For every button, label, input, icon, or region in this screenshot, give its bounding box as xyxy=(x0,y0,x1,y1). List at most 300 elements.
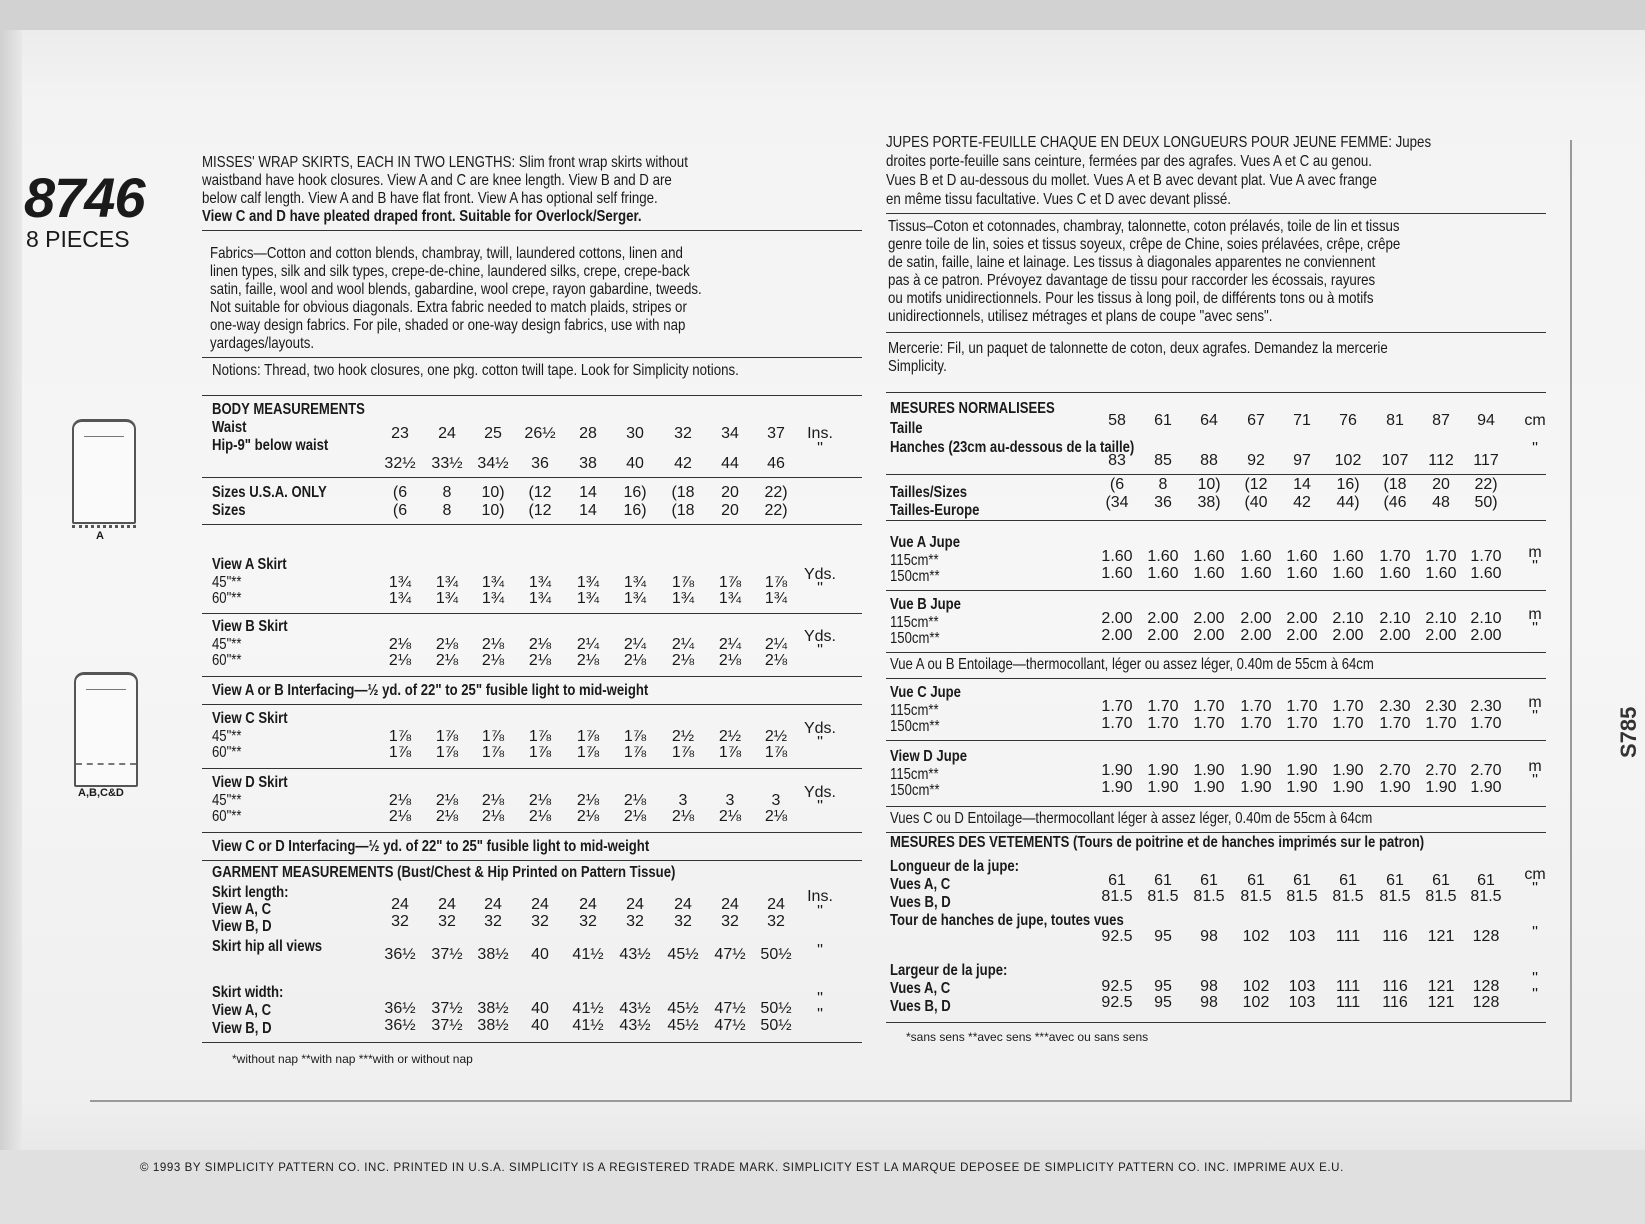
view-c-skirt-45-cell: 1⅞ xyxy=(388,728,412,745)
vue-b-jupe-115-cell: 2.10 xyxy=(1379,610,1411,627)
rule xyxy=(886,590,1546,591)
view-b-skirt-60-cell: 2⅛ xyxy=(718,652,742,669)
vue-c-jupe-label: Vue C Jupe xyxy=(890,684,961,701)
length-ac-cell: 24 xyxy=(531,896,549,913)
width-bd-cell: 36½ xyxy=(384,1017,416,1034)
vue-d-jupe-150-cell: 1.90 xyxy=(1332,779,1364,796)
view-c-skirt-60-cell: 1⅞ xyxy=(576,744,600,761)
vue-c-jupe-150-cell: 1.70 xyxy=(1193,715,1225,732)
size-usa-cell: 8 xyxy=(442,484,452,501)
ditto: '' xyxy=(816,942,824,959)
taille-size-cell: 20 xyxy=(1432,476,1450,493)
longueur-bd-cell: 81.5 xyxy=(1101,888,1133,905)
vue-d-jupe-150-cell: 1.90 xyxy=(1101,779,1133,796)
rule xyxy=(886,1022,1546,1023)
tailles-sizes-label: Tailles/Sizes xyxy=(890,484,968,501)
view-ac-label: View A, C xyxy=(212,901,272,918)
longueur-ac-cell: 61 xyxy=(1108,872,1126,889)
view-a-skirt-60-cell: 1¾ xyxy=(764,590,788,607)
taille-europe-cell: (46 xyxy=(1383,494,1407,511)
unit-yds: Yds. xyxy=(803,566,836,583)
longueur-ac-cell: 61 xyxy=(1247,872,1265,889)
hem-line xyxy=(76,763,136,765)
view-c-skirt-45-cell: 2½ xyxy=(671,728,695,745)
size-usa-cell: 20 xyxy=(721,484,739,501)
rule xyxy=(202,524,862,525)
largeur-bd-cell: 103 xyxy=(1288,994,1316,1011)
ditto: '' xyxy=(1531,970,1539,987)
longueur-ac-cell: 61 xyxy=(1432,872,1450,889)
ditto: '' xyxy=(1531,772,1539,789)
view-c-skirt-label: View C Skirt xyxy=(212,710,288,727)
vue-b-jupe-115-cell: 2.10 xyxy=(1470,610,1502,627)
fr-tissus-line-3: de satin, faille, laine et lainage. Les tissus à diagonales apparentes ne conviennent xyxy=(888,254,1376,271)
fr-intro-line-2: droites porte-feuille sans ceinture, fermées par des agrafes. Vues A et C au genou. xyxy=(886,153,1372,170)
view-b-skirt-60-cell: 2⅛ xyxy=(623,652,647,669)
view-a-skirt-60-cell: 1¾ xyxy=(576,590,600,607)
largeur-bd-cell: 121 xyxy=(1427,994,1455,1011)
vue-a-jupe-115-cell: 1.70 xyxy=(1379,548,1411,565)
vue-a-jupe-150-cell: 1.60 xyxy=(1286,565,1318,582)
unit-m: m xyxy=(1528,694,1542,711)
ditto: '' xyxy=(1531,880,1539,897)
view-b-skirt-45-cell: 2⅛ xyxy=(388,636,412,653)
vue-a-jupe-150-cell: 1.60 xyxy=(1147,565,1179,582)
taille-label: Taille xyxy=(890,420,923,437)
width-bd-cell: 47½ xyxy=(714,1017,746,1034)
vue-d-jupe-115-cell: 1.90 xyxy=(1193,762,1225,779)
vue-d-jupe-150-label: 150cm** xyxy=(890,782,940,799)
view-c-skirt-45-cell: 2½ xyxy=(718,728,742,745)
pattern-number: 8746 xyxy=(24,166,145,229)
fr-tissus-line-6: unidirectionnels, utilisez métrages et plans de coupe "avec sens". xyxy=(888,308,1273,325)
vue-a-jupe-115-cell: 1.60 xyxy=(1147,548,1179,565)
rule xyxy=(886,392,1546,393)
vue-c-jupe-150-cell: 1.70 xyxy=(1332,715,1364,732)
vue-c-jupe-115-cell: 2.30 xyxy=(1470,698,1502,715)
size-cell: 8 xyxy=(442,502,452,519)
side-code: S785 xyxy=(1616,706,1641,758)
largeur-ac-cell: 121 xyxy=(1427,978,1455,995)
rule xyxy=(886,520,1546,521)
hip-cell: 33½ xyxy=(431,455,463,472)
fr-footnote: *sans sens **avec sens ***avec ou sans sens xyxy=(906,1030,1149,1044)
view-d-skirt-label: View D Skirt xyxy=(212,774,288,791)
hanches-cell: 85 xyxy=(1154,452,1172,469)
pieces-count: 8 PIECES xyxy=(26,226,130,252)
vue-c-jupe-150-cell: 1.70 xyxy=(1379,715,1411,732)
view-a-skirt-45-cell: 1¾ xyxy=(435,574,459,591)
size-usa-cell: (6 xyxy=(392,484,408,501)
vue-d-jupe-150-cell: 1.90 xyxy=(1379,779,1411,796)
en-fabrics-line-3: satin, faille, wool and wool blends, gabardine, wool crepe, rayon gabardine, tweeds. xyxy=(210,281,702,298)
view-d-skirt-45-cell: 2⅛ xyxy=(623,792,647,809)
size-cell: 22) xyxy=(764,502,788,519)
view-d-skirt-60-cell: 2⅛ xyxy=(435,808,459,825)
view-a-skirt-45-cell: 1¾ xyxy=(481,574,505,591)
ditto: '' xyxy=(816,642,824,659)
vue-b-jupe-115-cell: 2.10 xyxy=(1332,610,1364,627)
vue-c-jupe-150-cell: 1.70 xyxy=(1286,715,1318,732)
view-d-skirt-60-cell: 2⅛ xyxy=(718,808,742,825)
view-c-skirt-60-cell: 1⅞ xyxy=(388,744,412,761)
ditto: '' xyxy=(1531,986,1539,1003)
en-intro-line-4: View C and D have pleated draped front. Suitable for Overlock/Serger. xyxy=(202,208,642,225)
vue-a-jupe-150-cell: 1.60 xyxy=(1379,565,1411,582)
largeur-ac-cell: 111 xyxy=(1335,978,1361,995)
longueur-bd-cell: 81.5 xyxy=(1286,888,1318,905)
vue-c-jupe-150-cell: 1.70 xyxy=(1240,715,1272,732)
vue-b-jupe-150-cell: 2.00 xyxy=(1425,627,1457,644)
longueur-ac-cell: 61 xyxy=(1386,872,1404,889)
vue-d-jupe-150-cell: 1.90 xyxy=(1147,779,1179,796)
unit-m: m xyxy=(1528,758,1542,775)
unit-yds: Yds. xyxy=(803,628,836,645)
vue-b-jupe-115-cell: 2.00 xyxy=(1147,610,1179,627)
length-bd-cell: 32 xyxy=(391,913,409,930)
rule xyxy=(202,832,862,833)
skirt-hip-cell: 40 xyxy=(531,946,549,963)
rule xyxy=(202,1042,862,1043)
rule xyxy=(202,395,862,396)
length-ac-cell: 24 xyxy=(484,896,502,913)
hanches-cell: 83 xyxy=(1108,452,1126,469)
length-ac-cell: 24 xyxy=(626,896,644,913)
sizes-label: Sizes xyxy=(212,502,246,519)
ditto: '' xyxy=(1531,924,1539,941)
hanches-cell: 102 xyxy=(1334,452,1362,469)
taille-cell: 94 xyxy=(1477,412,1495,429)
width-bd-cell: 41½ xyxy=(572,1017,604,1034)
view-c-skirt-45-cell: 1⅞ xyxy=(435,728,459,745)
view-d-skirt-60-cell: 2⅛ xyxy=(388,808,412,825)
view-a-skirt-sketch xyxy=(72,419,136,524)
taille-europe-cell: 44) xyxy=(1336,494,1360,511)
width-ac-cell: 47½ xyxy=(714,1000,746,1017)
longueur-bd-cell: 81.5 xyxy=(1193,888,1225,905)
view-d-skirt-45-cell: 2⅛ xyxy=(576,792,600,809)
vue-a-jupe-115-label: 115cm** xyxy=(890,552,939,569)
length-bd-cell: 32 xyxy=(674,913,692,930)
waist-cell: 30 xyxy=(626,425,644,442)
vue-b-jupe-115-cell: 2.10 xyxy=(1425,610,1457,627)
largeur-ac-cell: 92.5 xyxy=(1101,978,1133,995)
waist-cell: 23 xyxy=(391,425,409,442)
vue-b-jupe-115-cell: 2.00 xyxy=(1240,610,1272,627)
ditto: '' xyxy=(816,580,824,597)
vue-c-jupe-115-cell: 1.70 xyxy=(1101,698,1133,715)
longueur-bd-cell: 81.5 xyxy=(1240,888,1272,905)
view-a-skirt-45-label: 45"** xyxy=(212,574,242,591)
width-ac-cell: 38½ xyxy=(477,1000,509,1017)
waist-cell: 32 xyxy=(674,425,692,442)
view-c-skirt-60-cell: 1⅞ xyxy=(435,744,459,761)
fr-tissus-line-2: genre toile de lin, soies et tissus soyeux, crêpe de Chine, soies prélavées, crêpe, crêpe xyxy=(888,236,1401,253)
en-fabrics-line-2: linen types, silk and silk types, crepe-de-chine, laundered silks, crepe, crepe-back xyxy=(210,263,690,280)
view-d-skirt-60-cell: 2⅛ xyxy=(671,808,695,825)
vue-b-jupe-115-cell: 2.00 xyxy=(1286,610,1318,627)
tour-cell: 95 xyxy=(1154,928,1172,945)
length-bd-cell: 32 xyxy=(531,913,549,930)
rule xyxy=(886,474,1546,475)
view-a-skirt-60-cell: 1¾ xyxy=(718,590,742,607)
view-c-skirt-45-cell: 2½ xyxy=(764,728,788,745)
vue-d-jupe-150-cell: 1.90 xyxy=(1193,779,1225,796)
view-c-skirt-60-cell: 1⅞ xyxy=(671,744,695,761)
taille-cell: 64 xyxy=(1200,412,1218,429)
taille-europe-cell: (34 xyxy=(1105,494,1129,511)
width-bd-cell: 43½ xyxy=(619,1017,651,1034)
view-c-skirt-45-cell: 1⅞ xyxy=(576,728,600,745)
view-c-skirt-60-cell: 1⅞ xyxy=(528,744,552,761)
taille-europe-cell: (40 xyxy=(1244,494,1268,511)
view-b-skirt-60-cell: 2⅛ xyxy=(576,652,600,669)
view-c-skirt-45-label: 45"** xyxy=(212,728,242,745)
view-b-skirt-45-cell: 2¼ xyxy=(623,636,647,653)
taille-cell: 71 xyxy=(1293,412,1311,429)
width-ac-cell: 45½ xyxy=(667,1000,699,1017)
vue-c-jupe-115-label: 115cm** xyxy=(890,702,939,719)
tour-cell: 92.5 xyxy=(1101,928,1133,945)
rule xyxy=(202,676,862,677)
hip-cell: 38 xyxy=(579,455,597,472)
waist-label: Waist xyxy=(212,419,247,436)
view-a-skirt-45-cell: 1¾ xyxy=(623,574,647,591)
tour-label: Tour de hanches de jupe, toutes vues xyxy=(890,912,1124,929)
largeur-ac-cell: 128 xyxy=(1472,978,1500,995)
view-b-skirt-45-label: 45"** xyxy=(212,636,242,653)
width-ac-cell: 36½ xyxy=(384,1000,416,1017)
largeur-bd-cell: 128 xyxy=(1472,994,1500,1011)
interfacing-ab: View A or B Interfacing—½ yd. of 22" to 25" fusible light to mid-weight xyxy=(212,682,649,699)
ditto: '' xyxy=(816,903,824,920)
en-fabrics-line-4: Not suitable for obvious diagonals. Extra fabric needed to match plaids, stripes or xyxy=(210,299,687,316)
vue-a-jupe-115-cell: 1.60 xyxy=(1240,548,1272,565)
vue-a-jupe-label: Vue A Jupe xyxy=(890,534,960,551)
size-cell: (18 xyxy=(671,502,695,519)
view-d-skirt-45-label: 45"** xyxy=(212,792,242,809)
view-d-skirt-45-cell: 2⅛ xyxy=(481,792,505,809)
view-a-skirt-60-cell: 1¾ xyxy=(671,590,695,607)
longueur-ac-cell: 61 xyxy=(1339,872,1357,889)
vue-c-jupe-115-cell: 2.30 xyxy=(1425,698,1457,715)
taille-cell: 87 xyxy=(1432,412,1450,429)
view-b-skirt-45-cell: 2⅛ xyxy=(481,636,505,653)
waist-cell: 28 xyxy=(579,425,597,442)
vue-d-jupe-label: View D Jupe xyxy=(890,748,968,765)
entoilage-ab: Vue A ou B Entoilage—thermocollant, léger ou assez léger, 0.40m de 55cm à 64cm xyxy=(890,656,1374,673)
ditto: '' xyxy=(816,990,824,1007)
vue-a-jupe-115-cell: 1.60 xyxy=(1193,548,1225,565)
vue-a-jupe-115-cell: 1.70 xyxy=(1425,548,1457,565)
rule xyxy=(202,230,862,231)
taille-size-cell: 16) xyxy=(1336,476,1360,493)
width-bd-label: View B, D xyxy=(212,1020,272,1037)
mesures-vetements-title: MESURES DES VETEMENTS (Tours de poitrine et de hanches imprimés sur le patron) xyxy=(890,834,1425,851)
rule xyxy=(886,832,1546,833)
size-cell: (6 xyxy=(392,502,408,519)
mesures-normalisees-title: MESURES NORMALISEES xyxy=(890,400,1055,417)
size-cell: 20 xyxy=(721,502,739,519)
tour-cell: 111 xyxy=(1335,928,1361,945)
largeur-bd-cell: 102 xyxy=(1242,994,1270,1011)
vue-c-jupe-150-cell: 1.70 xyxy=(1147,715,1179,732)
hip-cell: 42 xyxy=(674,455,692,472)
length-bd-cell: 32 xyxy=(579,913,597,930)
tour-cell: 121 xyxy=(1427,928,1455,945)
garment-measurements-title: GARMENT MEASUREMENTS (Bust/Chest & Hip Printed on Pattern Tissue) xyxy=(212,864,676,881)
size-usa-cell: 10) xyxy=(481,484,505,501)
length-ac-cell: 24 xyxy=(674,896,692,913)
view-d-skirt-60-cell: 2⅛ xyxy=(528,808,552,825)
skirt-hip-cell: 43½ xyxy=(619,946,651,963)
skirt-hip-cell: 50½ xyxy=(760,946,792,963)
view-c-skirt-60-cell: 1⅞ xyxy=(718,744,742,761)
envelope-top-edge xyxy=(0,0,1645,30)
hanches-cell: 112 xyxy=(1428,452,1454,469)
hip-cell: 44 xyxy=(721,455,739,472)
longueur-ac-cell: 61 xyxy=(1477,872,1495,889)
en-fabrics-line-1: Fabrics—Cotton and cotton blends, chambray, twill, laundered cottons, linen and xyxy=(210,245,683,262)
view-b-skirt-45-cell: 2⅛ xyxy=(528,636,552,653)
taille-size-cell: (18 xyxy=(1383,476,1407,493)
en-intro-line-2: waistband have hook closures. View A and C are knee length. View B and D are xyxy=(202,172,672,189)
size-usa-cell: 14 xyxy=(579,484,597,501)
fr-intro-line-1: JUPES PORTE-FEUILLE CHAQUE EN DEUX LONGUEURS POUR JEUNE FEMME: Jupes xyxy=(886,134,1432,151)
longueur-ac-cell: 61 xyxy=(1200,872,1218,889)
hip-cell: 40 xyxy=(626,455,644,472)
unit-cm: cm xyxy=(1524,866,1546,883)
skirt-hip-label: Skirt hip all views xyxy=(212,938,323,955)
en-fabrics-line-5: one-way design fabrics. For pile, shaded or one-way design fabrics, use with nap xyxy=(210,317,686,334)
width-ac-cell: 41½ xyxy=(572,1000,604,1017)
view-a-skirt-60-cell: 1¾ xyxy=(481,590,505,607)
vue-d-jupe-150-cell: 1.90 xyxy=(1470,779,1502,796)
view-bd-label: View B, D xyxy=(212,918,272,935)
vue-a-jupe-150-cell: 1.60 xyxy=(1101,565,1133,582)
vue-b-jupe-115-label: 115cm** xyxy=(890,614,939,631)
hip-cell: 46 xyxy=(767,455,785,472)
longueur-bd-cell: 81.5 xyxy=(1147,888,1179,905)
vue-b-jupe-115-cell: 2.00 xyxy=(1101,610,1133,627)
vues-ac-label: Vues A, C xyxy=(890,876,951,893)
vue-d-jupe-115-cell: 2.70 xyxy=(1379,762,1411,779)
fr-intro-line-4: en même tissu facultative. Vues C et D avec devant plissé. xyxy=(886,191,1231,208)
length-bd-cell: 32 xyxy=(721,913,739,930)
envelope-left-edge xyxy=(0,30,22,1224)
view-c-skirt-60-cell: 1⅞ xyxy=(481,744,505,761)
size-usa-cell: (18 xyxy=(671,484,695,501)
vue-c-jupe-115-cell: 1.70 xyxy=(1147,698,1179,715)
hanches-cell: 88 xyxy=(1200,452,1218,469)
vue-a-jupe-150-cell: 1.60 xyxy=(1193,565,1225,582)
view-b-skirt-60-label: 60"** xyxy=(212,652,242,669)
vue-b-jupe-150-cell: 2.00 xyxy=(1193,627,1225,644)
taille-cell: 81 xyxy=(1386,412,1404,429)
tour-cell: 102 xyxy=(1242,928,1270,945)
vue-b-jupe-150-cell: 2.00 xyxy=(1379,627,1411,644)
skirt-hip-cell: 47½ xyxy=(714,946,746,963)
width-bd-cell: 45½ xyxy=(667,1017,699,1034)
copyright-footer: © 1993 BY SIMPLICITY PATTERN CO. INC. PRINTED IN U.S.A. SIMPLICITY IS A REGISTERED TRADE MARK. SIMPLICITY EST LA MARQUE DEPOSEE DE SIMPLICITY PATTERN CO. INC. IMPRIME AUX E.U. xyxy=(140,1162,1344,1174)
width-bd-cell: 37½ xyxy=(431,1017,463,1034)
tour-cell: 98 xyxy=(1200,928,1218,945)
waist-cell: 37 xyxy=(767,425,785,442)
unit-m: m xyxy=(1528,606,1542,623)
width-ac-cell: 40 xyxy=(531,1000,549,1017)
taille-size-cell: 14 xyxy=(1293,476,1311,493)
hanches-cell: 92 xyxy=(1247,452,1265,469)
view-c-skirt-60-cell: 1⅞ xyxy=(623,744,647,761)
view-b-skirt-60-cell: 2⅛ xyxy=(528,652,552,669)
view-d-skirt-45-cell: 3 xyxy=(725,792,735,809)
ditto: '' xyxy=(1531,440,1539,457)
largeur-bd-cell: 116 xyxy=(1382,994,1408,1011)
width-bd-cell: 38½ xyxy=(477,1017,509,1034)
longueur-label: Longueur de la jupe: xyxy=(890,858,1020,875)
unit-cm: cm xyxy=(1524,412,1546,429)
vue-a-jupe-150-cell: 1.60 xyxy=(1332,565,1364,582)
body-measurements-title: BODY MEASUREMENTS xyxy=(212,401,365,418)
taille-europe-cell: 36 xyxy=(1154,494,1172,511)
vue-b-jupe-150-cell: 2.00 xyxy=(1332,627,1364,644)
unit-ins: Ins. xyxy=(807,425,833,442)
taille-europe-cell: 42 xyxy=(1293,494,1311,511)
entoilage-cd: Vues C ou D Entoilage—thermocollant léger à assez léger, 0.40m de 55cm à 64cm xyxy=(890,810,1373,827)
ditto: '' xyxy=(816,734,824,751)
tour-cell: 128 xyxy=(1472,928,1500,945)
largeur-bd-label: Vues B, D xyxy=(890,998,951,1015)
length-ac-cell: 24 xyxy=(438,896,456,913)
view-c-skirt-45-cell: 1⅞ xyxy=(623,728,647,745)
taille-cell: 76 xyxy=(1339,412,1357,429)
view-c-skirt-45-cell: 1⅞ xyxy=(481,728,505,745)
vue-b-jupe-150-cell: 2.00 xyxy=(1470,627,1502,644)
length-bd-cell: 32 xyxy=(767,913,785,930)
taille-europe-cell: 48 xyxy=(1432,494,1450,511)
view-c-skirt-60-cell: 1⅞ xyxy=(764,744,788,761)
vue-d-jupe-150-cell: 1.90 xyxy=(1240,779,1272,796)
vue-b-jupe-150-cell: 2.00 xyxy=(1147,627,1179,644)
view-d-skirt-60-cell: 2⅛ xyxy=(481,808,505,825)
ditto: '' xyxy=(816,1006,824,1023)
taille-size-cell: 22) xyxy=(1474,476,1498,493)
largeur-ac-cell: 98 xyxy=(1200,978,1218,995)
longueur-bd-cell: 81.5 xyxy=(1332,888,1364,905)
tour-cell: 103 xyxy=(1288,928,1316,945)
size-usa-cell: 22) xyxy=(764,484,788,501)
vue-a-jupe-150-cell: 1.60 xyxy=(1425,565,1457,582)
view-b-skirt-60-cell: 2⅛ xyxy=(435,652,459,669)
vue-c-jupe-115-cell: 1.70 xyxy=(1332,698,1364,715)
width-ac-label: View A, C xyxy=(212,1002,272,1019)
largeur-bd-cell: 95 xyxy=(1154,994,1172,1011)
largeur-label: Largeur de la jupe: xyxy=(890,962,1008,979)
length-bd-cell: 32 xyxy=(438,913,456,930)
longueur-ac-cell: 61 xyxy=(1293,872,1311,889)
view-a-skirt-60-label: 60"** xyxy=(212,590,242,607)
view-a-skirt-60-cell: 1¾ xyxy=(528,590,552,607)
vue-d-jupe-115-cell: 1.90 xyxy=(1101,762,1133,779)
waist-cell: 26½ xyxy=(524,425,556,442)
view-a-skirt-45-cell: 1¾ xyxy=(576,574,600,591)
hip-cell: 34½ xyxy=(477,455,509,472)
skirt-width-label: Skirt width: xyxy=(212,984,284,1001)
view-a-skirt-45-cell: 1¾ xyxy=(528,574,552,591)
hanches-cell: 107 xyxy=(1381,452,1409,469)
width-ac-cell: 37½ xyxy=(431,1000,463,1017)
length-ac-cell: 24 xyxy=(721,896,739,913)
